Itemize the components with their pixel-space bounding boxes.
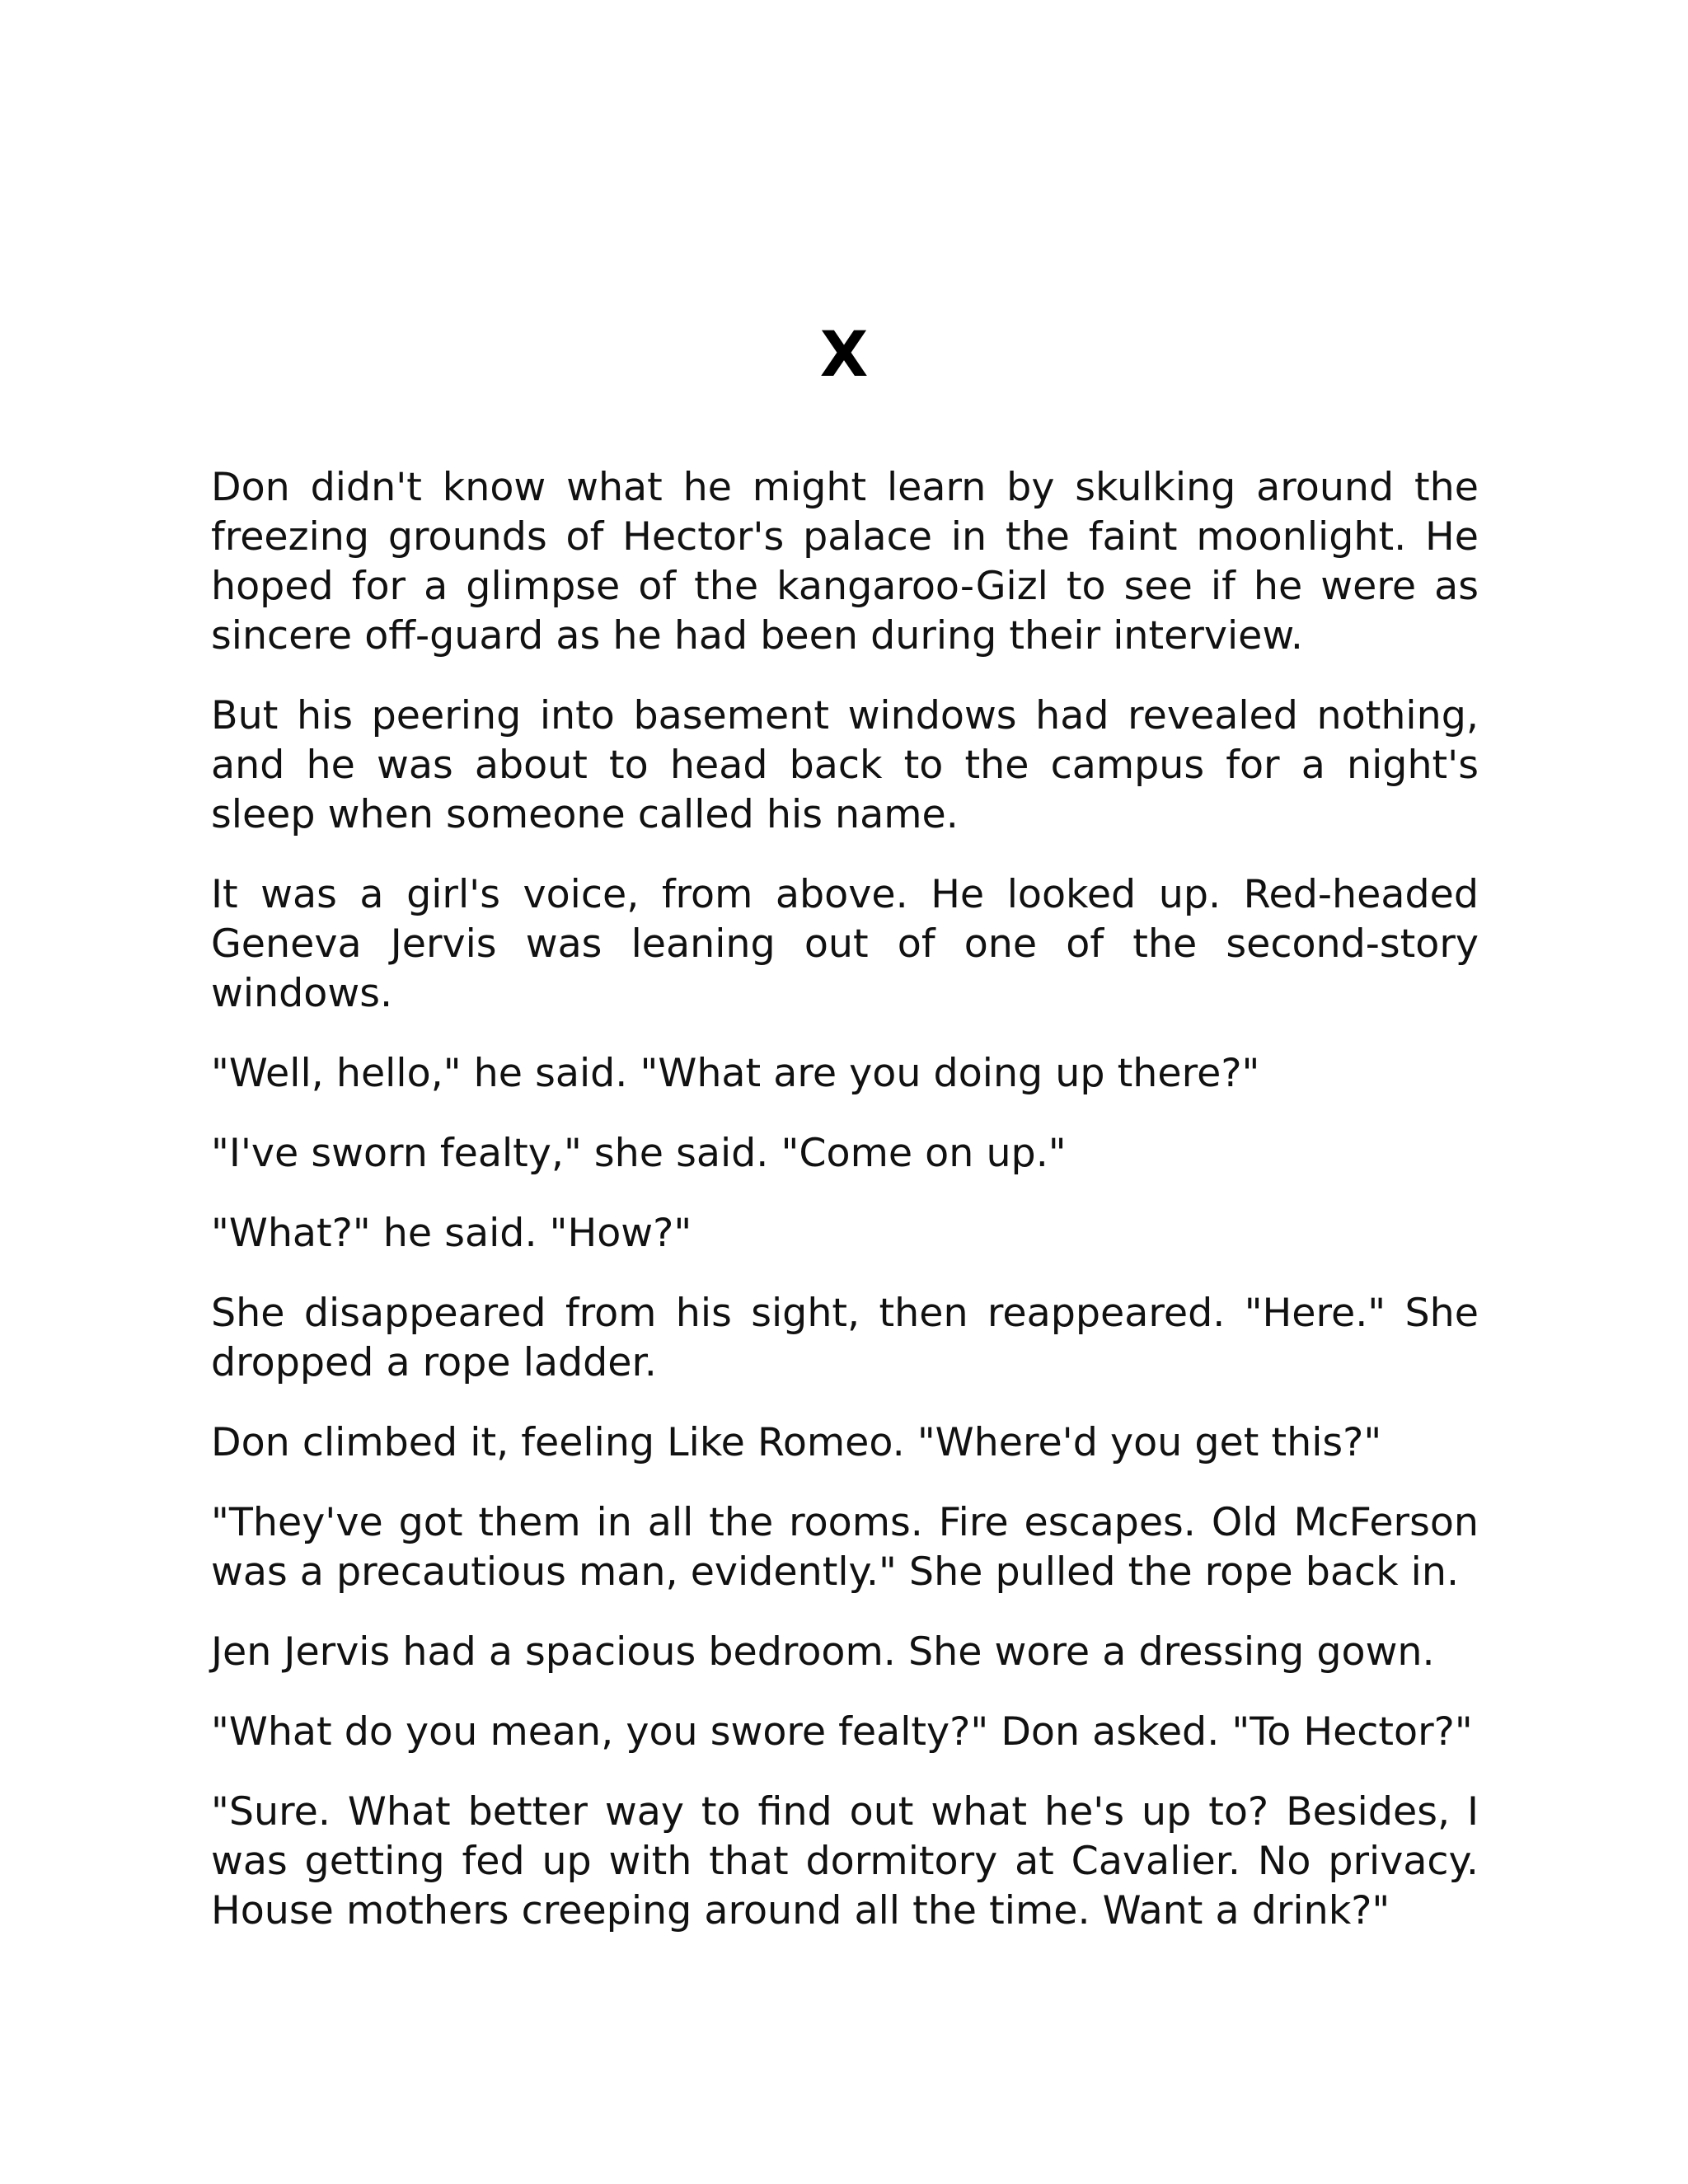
paragraph: "Well, hello," he said. "What are you doing up there?": [211, 1051, 1260, 1096]
paragraph: "Sure. What better way to find out what he's up to? Besides, I was getting fed up with that dormitory at Cavalier. No privacy. House mothers creeping around all the time. Want a drink?": [211, 1789, 1479, 1933]
paragraph: It was a girl's voice, from above. He looked up. Red-headed Geneva Jervis was leaning out of one of the second-story windows.: [211, 872, 1479, 1016]
paragraph: Don didn't know what he might learn by skulking around the freezing grounds of Hector's palace in the faint moonlight. He hoped for a glimpse of the kangaroo-Gizl to see if he were as sincere off-guard as he had been during their interview.: [211, 465, 1479, 658]
chapter-body: [211, 463, 1479, 1966]
chapter-title: X: [819, 317, 869, 391]
paragraph: "They've got them in all the rooms. Fire escapes. Old McFerson was a precautious man, evidently." She pulled the rope back in.: [211, 1500, 1479, 1595]
paragraph: "What?" he said. "How?": [211, 1211, 692, 1256]
paragraph: "What do you mean, you swore fealty?" Don asked. "To Hector?": [211, 1709, 1473, 1755]
paragraph: She disappeared from his sight, then reappeared. "Here." She dropped a rope ladder.: [211, 1291, 1479, 1385]
paragraph: Don climbed it, feeling Like Romeo. "Where'd you get this?": [211, 1420, 1382, 1465]
paragraph: "I've sworn fealty," she said. "Come on up.": [211, 1131, 1067, 1176]
paragraph: But his peering into basement windows had revealed nothing, and he was about to head back to the campus for a night's sleep when someone called his name.: [211, 693, 1479, 837]
paragraph: Jen Jervis had a spacious bedroom. She wore a dressing gown.: [211, 1629, 1435, 1675]
